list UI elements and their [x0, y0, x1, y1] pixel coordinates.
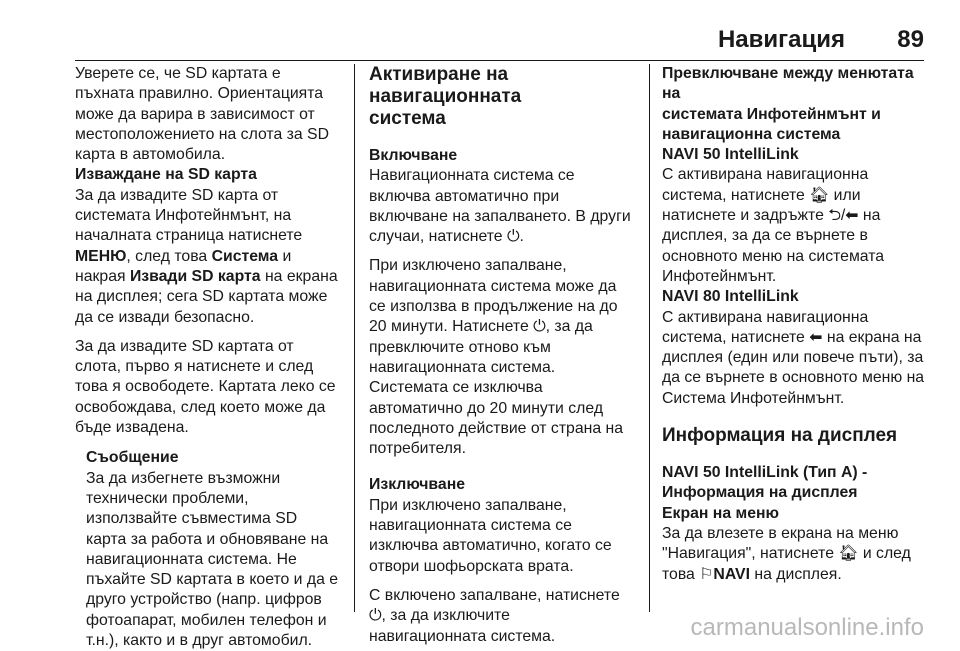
home-icon: 🏠︎: [809, 186, 830, 204]
navi-label: NAVI: [713, 565, 750, 583]
power-icon: ⏻: [369, 607, 382, 625]
menu-screen-text: За да влезете в екрана на меню "Навигация", натиснете 🏠︎ и след това ⚐NAVI на дисплея.: [662, 524, 932, 585]
power-icon: ⏻: [533, 318, 546, 336]
home-icon: 🏠︎: [838, 545, 859, 563]
column-rule-2: [649, 64, 650, 612]
page-header-title: Навигация: [717, 26, 845, 53]
system-label: Система: [211, 247, 279, 265]
column-1: [75, 64, 349, 651]
navi80-text: С активирана навигационна система, натиснете ⬅ на екрана на дисплея (един или повече пъти), за да се върнете в основното меню на Система Инфотейнмънт.: [662, 308, 925, 407]
switch-off-heading: Изключване: [369, 476, 466, 494]
back-arrow-icon: ⮌/⬅: [828, 207, 859, 225]
column-2: [369, 64, 641, 647]
display-info-heading: Информация на дисплея: [662, 425, 898, 447]
note-box: [75, 448, 349, 651]
column-3: [662, 64, 932, 585]
eject-paragraph-2: За да извадите SD картата от слота, първо я натиснете и след това я освободете. Картата леко се освобождава, след което може да бъде извадена.: [75, 337, 336, 437]
ignition-off-text: При изключено запалване, навигационната система може да се използва в продължение на до 20 минути. Натиснете ⏻, за да превключите отново към навигационната система. Системата се изключва автоматично до 20 минути след последното действие от страна на потребителя.: [369, 257, 624, 458]
switch-on-heading: Включване: [369, 147, 458, 164]
header-rule: [75, 60, 924, 61]
switch-off-text: При изключено запалване, навигационната система се изключва автоматично, когато се отвори шофьорската врата.: [369, 496, 612, 575]
eject-paragraph-1: За да извадите SD карта от системата Инфотейнмънт, на началната страница натиснете МЕНЮ, след това Система и накрая Извади SD карта на екрана на дисплея; сега SD картата може да се извади безопасно.: [75, 186, 338, 326]
column-rule-1: [354, 64, 355, 612]
back-arrow-icon: ⬅: [809, 328, 823, 346]
watermark: carmanualsonline.info: [690, 614, 924, 641]
eject-sd-label: Извади SD карта: [129, 267, 261, 285]
intro-paragraph: Уверете се, че SD картата е пъхната правилно. Ориентацията може да варира в зависимост от местоположението на слота за SD карта в автомобила.: [75, 65, 329, 164]
note-heading: Съобщение: [86, 449, 179, 467]
eject-heading: Изваждане на SD карта: [75, 166, 257, 184]
switch-menus-heading: Превключване между менютата на системата Инфотейнмънт и навигационна система: [662, 65, 914, 143]
power-icon: ⏻: [506, 228, 520, 246]
menu-label: МЕНЮ: [75, 247, 127, 265]
switch-on-text: Навигационната система се включва автоматично при включване на запалването. В други случаи, натиснете ⏻.: [369, 166, 641, 247]
navi80-label: NAVI 80 IntelliLink: [662, 288, 799, 306]
flag-icon: ⚐: [699, 565, 714, 583]
page-number: 89: [897, 26, 924, 53]
menu-screen-heading: Екран на меню: [662, 504, 780, 522]
ignition-on-text: С включено запалване, натиснете ⏻, за да изключите навигационната система.: [369, 586, 620, 645]
note-text: За да избегнете възможни технически проблеми, използвайте съвместима SD карта за работа и обновяване на навигационната система. Не пъхайте SD картата в което и да е друго устройство (напр. цифров фотоапарат, мобилен телефон и т.н.), както и в друг автомобил.: [86, 469, 339, 650]
navi50-text: С активирана навигационна система, натиснете 🏠︎ или натиснете и задръжте ⮌/⬅ на дисплея, за да се върнете в основното меню на системата Инфотейнмънт.: [662, 166, 885, 285]
navi50-label: NAVI 50 IntelliLink: [662, 146, 799, 164]
activation-heading: Активиране на навигационната система: [369, 64, 522, 129]
navi50-type-a-label: NAVI 50 IntelliLink (Тип A) - Информация на дисплея: [662, 464, 868, 502]
